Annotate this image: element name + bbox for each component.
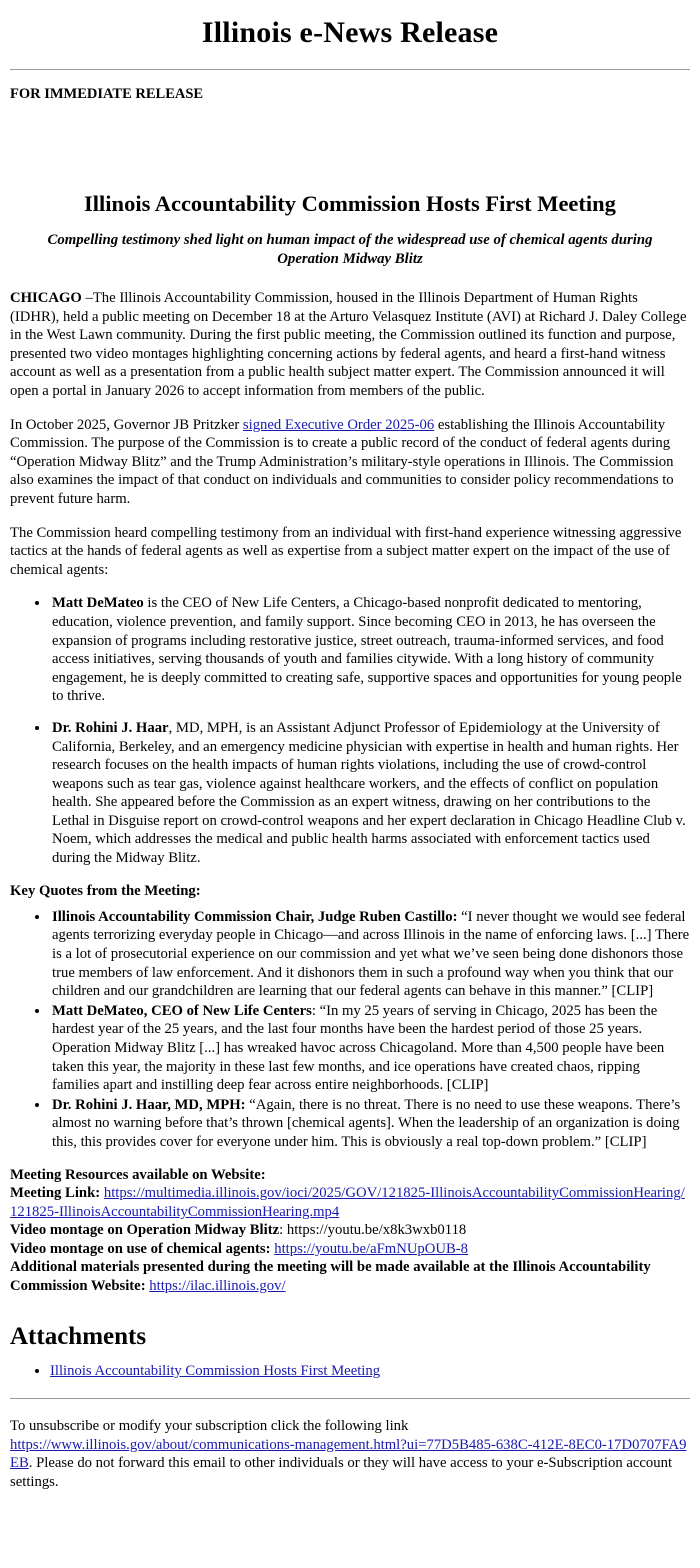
release-subtitle: Compelling testimony shed light on human impact of the widespread use of chemical agents during Operation Midway Blitz (47, 232, 653, 268)
unsubscribe-intro: To unsubscribe or modify your subscription click the following link (10, 1418, 409, 1435)
list-item (50, 1362, 690, 1380)
email-release-page (0, 14, 700, 1503)
montage-chemical-row (10, 1240, 690, 1259)
key-quotes-heading: Key Quotes from the Meeting: (10, 882, 201, 899)
unsubscribe-block (10, 1417, 690, 1491)
meeting-resources-heading-text: Meeting Resources available on Website: (10, 1166, 266, 1183)
additional-materials-row (10, 1258, 690, 1295)
dateline: CHICAGO (10, 290, 82, 307)
list-item (50, 594, 690, 706)
quote-speaker: Matt DeMateo, CEO of New Life Centers (52, 1002, 312, 1019)
quote-text: : “In my 25 years of serving in Chicago, 2025 has been the hardest year of the 25 years, and the last four months have been the hardest period of those 25 years. Operation Midway Blitz [...] has wreaked havoc across Chicagoland. More than 4,500 people have been taken this year, the majority in these last few months, and ice operations have created chaos, ripping families apart and instilling deep fear across entire neighborhoods. [CLIP] (52, 1002, 665, 1094)
meeting-resources-heading (10, 1166, 690, 1185)
page-title: Illinois e-News Release (201, 16, 499, 49)
quote-list (10, 908, 690, 1152)
release-headline: Illinois Accountability Commission Hosts First Meeting (84, 191, 616, 217)
meeting-link-url[interactable]: https://multimedia.illinois.gov/ioci/2025/GOV/121825-IllinoisAccountabilityCommissionHearing/121825-IllinoisAccountabilityCommissionHearing.mp4 (10, 1185, 685, 1220)
unsubscribe-link[interactable]: https://www.illinois.gov/about/communications-management.html?ui=77D5B485-638C-412E-8EC0-17D0707FA9EB (10, 1436, 687, 1472)
list-item (50, 908, 690, 1001)
list-item (50, 1002, 690, 1095)
for-immediate-release-label: FOR IMMEDIATE RELEASE (10, 86, 204, 103)
meeting-link-row (10, 1184, 690, 1221)
quote-speaker: Dr. Rohini J. Haar, MD, MPH: (52, 1096, 246, 1113)
meeting-resources-block (10, 1166, 690, 1296)
montage-blitz-row (10, 1221, 690, 1240)
commission-website-link[interactable]: https://ilac.illinois.gov/ (149, 1277, 286, 1294)
attachment-link[interactable]: Illinois Accountability Commission Hosts First Meeting (50, 1363, 381, 1380)
quote-speaker: Illinois Accountability Commission Chair, Judge Ruben Castillo: (52, 908, 458, 925)
unsubscribe-note: . Please do not forward this email to other individuals or they will have access to your e-Subscription account settings. (10, 1455, 673, 1490)
header-divider (10, 69, 690, 70)
paragraph-executive-order (10, 416, 690, 509)
paragraph-intro-text: –The Illinois Accountability Commission, housed in the Illinois Department of Human Rights (IDHR), held a public meeting on December 18 at the Arturo Velasquez Institute (AVI) at Richard J. Daley College in the West Lawn community. During the first public meeting, the Commission outlined its function and purpose, presented two video montages highlighting concerning actions by federal agents, and heard a first-hand witness account as well as a presentation from a public health subject matter expert. The Commission announced it will open a portal in January 2026 to accept information from members of the public. (10, 290, 687, 399)
top-spacer (10, 118, 690, 190)
speaker-bio: , MD, MPH, is an Assistant Adjunct Professor of Epidemiology at the University of California, Berkeley, and an emergency medicine physician with expertise in health and human rights. Her research focuses on the health impacts of human rights violations, including the use of crowd-control weapons such as tear gas, violence against healthcare workers, and the effects of conflict on population health. She appeared before the Commission as an expert witness, drawing on her contributions to the Lethal in Disguise report on crowd-control weapons and her expert declaration in Chicago Headline Club v. Noem, which addresses the medical and public health harms associated with enforcement tactics used during the Midway Blitz. (52, 719, 686, 867)
speaker-bio: is the CEO of New Life Centers, a Chicago-based nonprofit dedicated to mentoring, education, violence prevention, and family support. Since becoming CEO in 2013, he has overseen the expansion of programs including restorative justice, street outreach, trauma-informed services, and food access initiatives, serving thousands of youth and families citywide. With a long history of community engagement, he is deeply committed to creating safe, supportive spaces and opportunities for young people to thrive. (52, 595, 682, 705)
paragraph-eo-after: establishing the Illinois Accountability Commission. The purpose of the Commission is to create a public record of the conduct of federal agents during “Operation Midway Blitz” and the Trump Administration’s military-style operations in Illinois. The Commission also examines the impact of that conduct on individuals and communities to consider policy recommendations to prevent future harm. (10, 416, 674, 507)
meeting-link-label: Meeting Link: (10, 1185, 101, 1202)
executive-order-link[interactable]: signed Executive Order 2025-06 (242, 416, 435, 433)
paragraph-testimony-intro: The Commission heard compelling testimony from an individual with first-hand experience witnessing aggressive tactics at the hands of federal agents as well as expertise from a subject matter expert on the impact of the use of chemical agents: (10, 524, 682, 578)
montage-chemical-url[interactable]: https://youtu.be/aFmNUpOUB-8 (274, 1240, 469, 1257)
additional-materials-text: Additional materials presented during the meeting will be made available at the Illinois Accountability Commission Website: (10, 1259, 651, 1294)
speaker-name: Matt DeMateo (52, 595, 144, 612)
list-item (50, 1096, 690, 1152)
speaker-name: Dr. Rohini J. Haar (52, 719, 169, 736)
attachments-heading: Attachments (10, 1323, 147, 1351)
quote-text: “I never thought we would see federal agents terrorizing everyday people in Chicago—and across Illinois in the name of enforcing laws. [...] There is a lot of prosecutorial experience on our commission and yet what we’ve seen being done dishonors those true members of law enforcement. And it dishonors them in such a profound way when you think that our children and our grandchildren are learning that our federal agents can behave in this manner.” [CLIP] (52, 908, 690, 1000)
montage-blitz-label: Video montage on Operation Midway Blitz (10, 1222, 280, 1239)
list-item (50, 719, 690, 868)
quote-text: “Again, there is no threat. There is no need to use these weapons. There’s almost no warning before that’s thrown [chemical agents]. When the leadership of an organization is doing this, this provides cover for everyone under him. This is obviously a real top-down problem.” [CLIP] (52, 1096, 681, 1150)
paragraph-intro (10, 289, 690, 401)
footer-divider (10, 1398, 690, 1399)
montage-chemical-label: Video montage on use of chemical agents: (10, 1240, 271, 1257)
attachment-list (10, 1362, 690, 1380)
speaker-list (10, 594, 690, 867)
paragraph-eo-before: In October 2025, Governor JB Pritzker (10, 416, 243, 433)
montage-blitz-url: : https://youtu.be/x8k3wxb0118 (279, 1222, 467, 1239)
